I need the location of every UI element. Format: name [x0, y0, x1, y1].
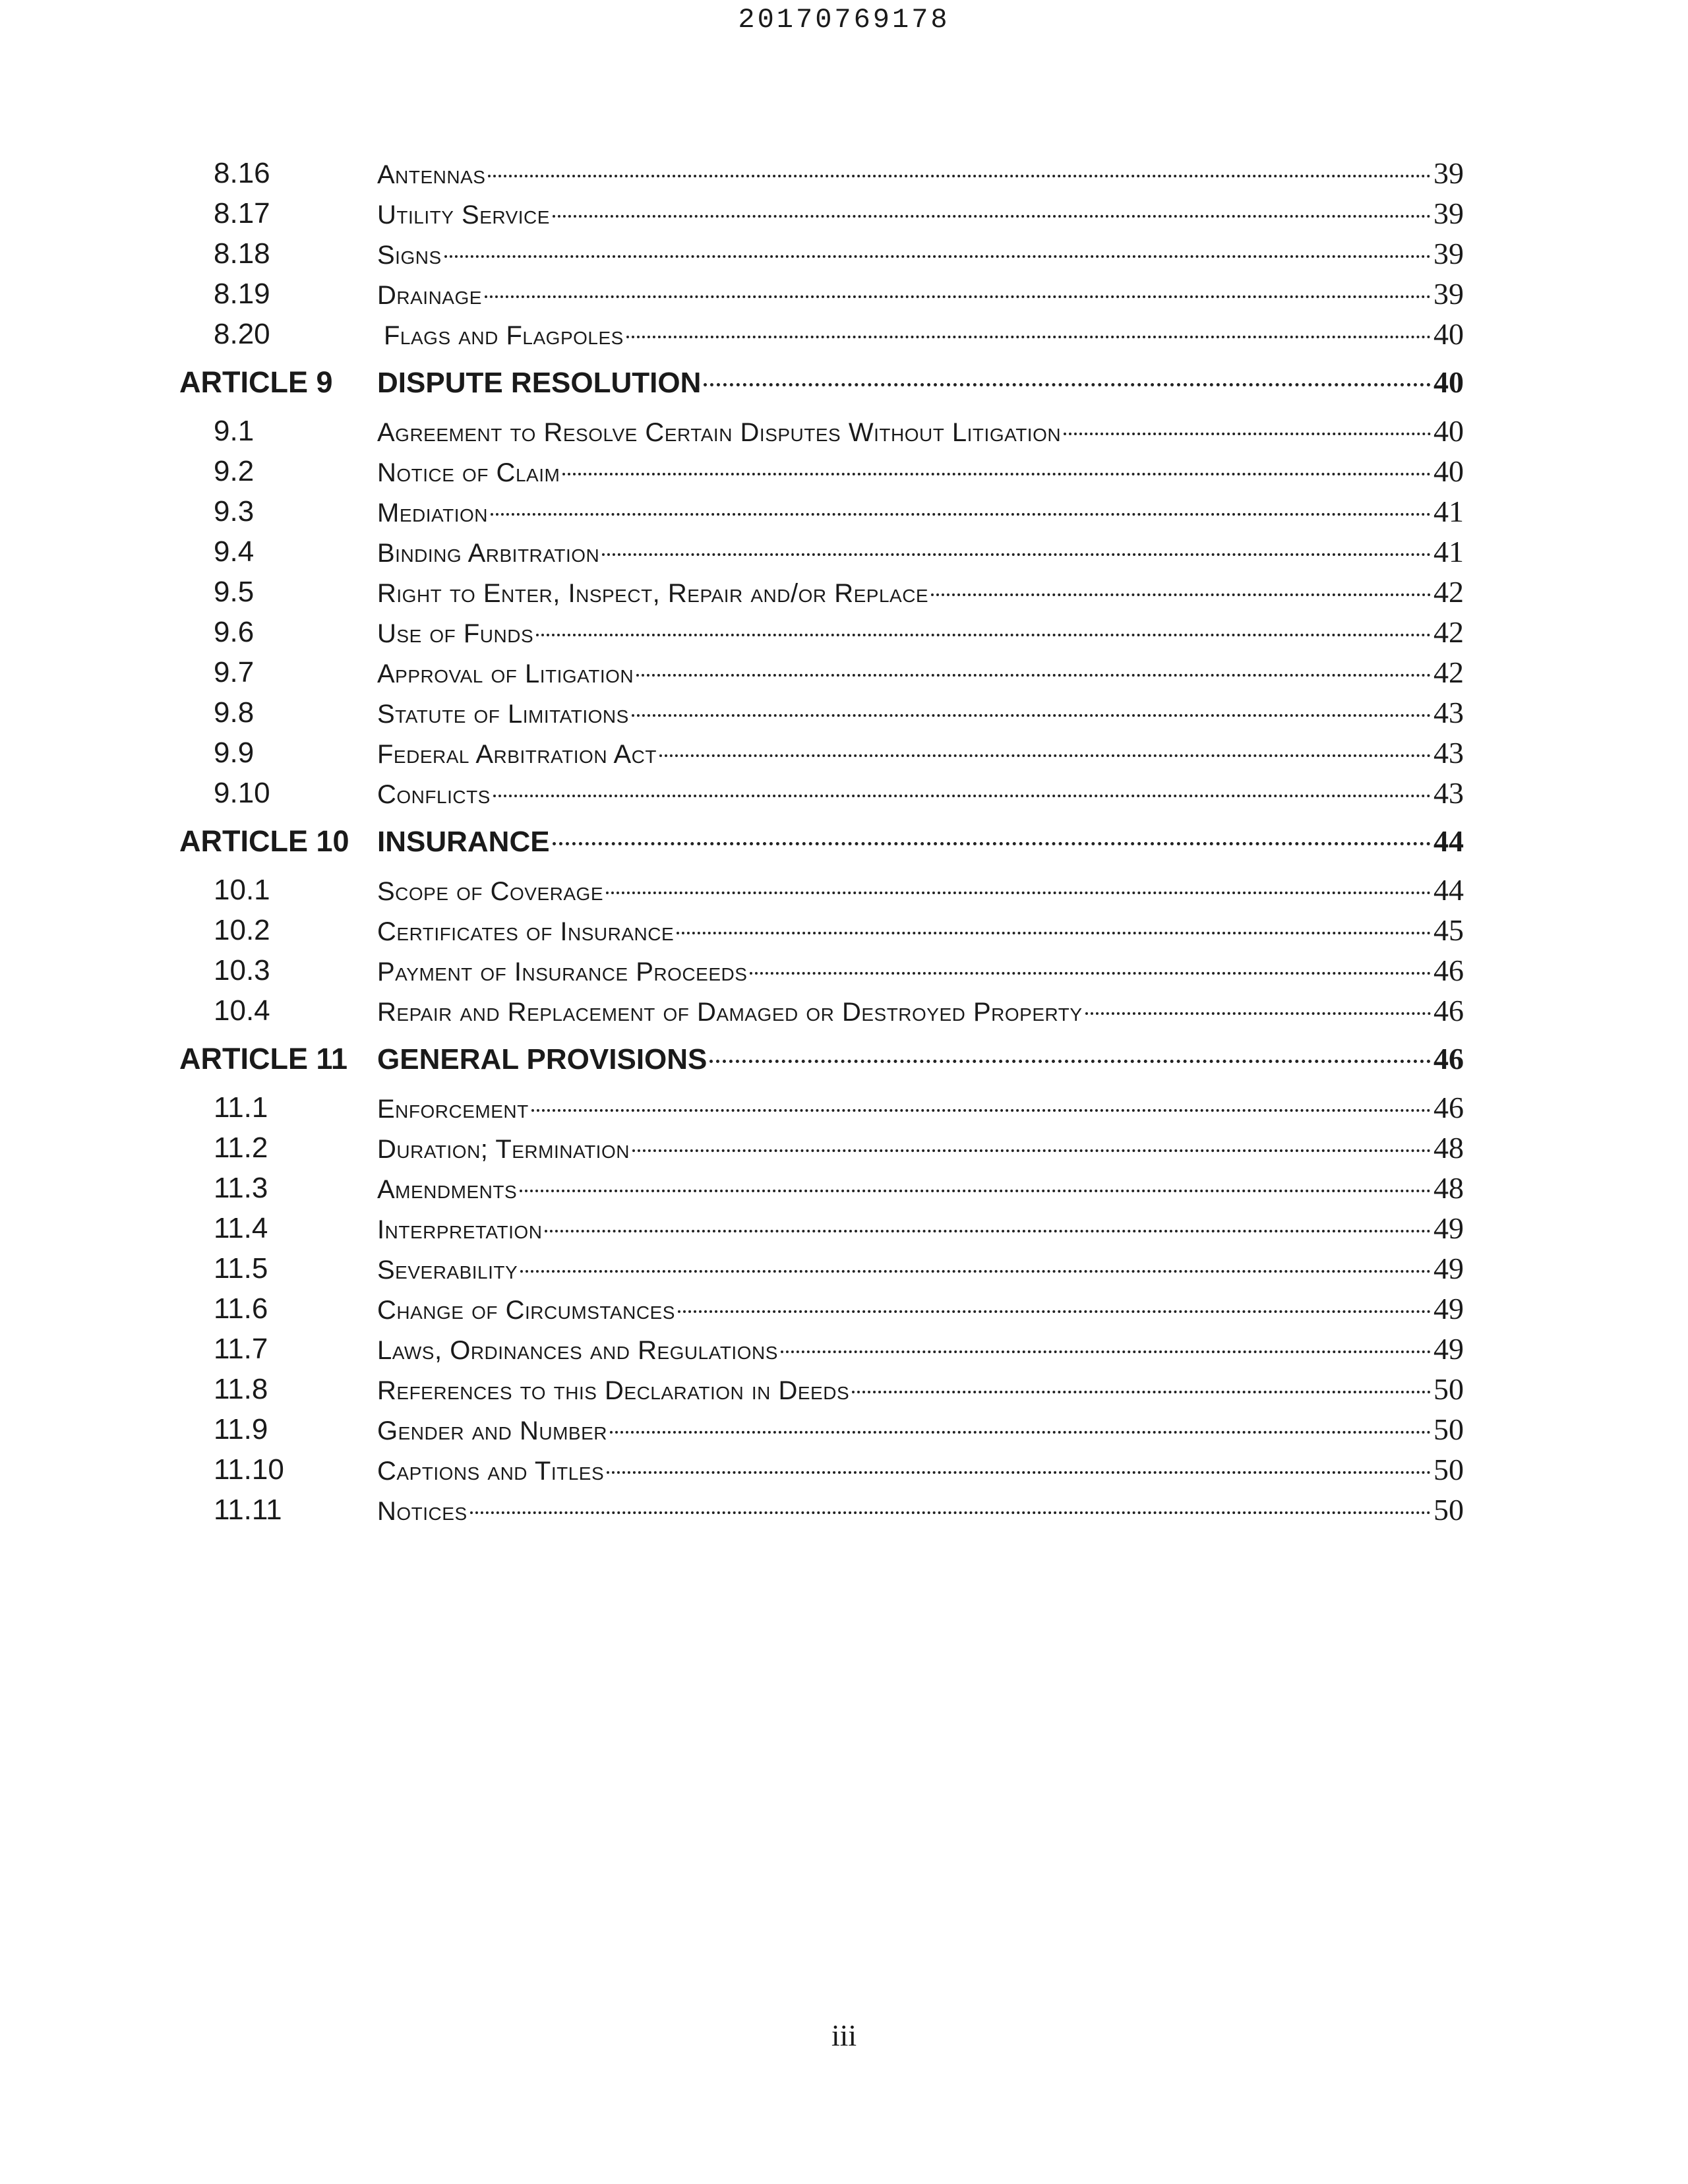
section-title: Antennas	[377, 160, 486, 189]
toc-section-row	[0, 733, 1688, 773]
toc-section-row	[0, 990, 1688, 1031]
dot-leader	[553, 842, 1431, 845]
page-reference: 46	[1433, 1042, 1464, 1076]
dot-leader	[485, 295, 1431, 298]
toc-entry	[377, 451, 1464, 493]
page-reference: 48	[1433, 1131, 1464, 1165]
toc-section-row	[0, 411, 1688, 451]
section-number: 10.2	[214, 914, 270, 946]
section-title: Approval of Litigation	[377, 659, 634, 688]
toc-entry	[377, 652, 1464, 694]
page-reference: 39	[1433, 277, 1464, 311]
toc-entry	[377, 813, 1464, 870]
page-reference: 46	[1433, 1091, 1464, 1124]
dot-leader	[488, 175, 1431, 177]
toc-entry	[377, 773, 1464, 815]
toc-entry	[377, 733, 1464, 775]
section-number: 9.9	[214, 737, 255, 769]
section-number: 11.10	[214, 1453, 284, 1486]
section-number: 11.1	[214, 1091, 268, 1124]
dot-leader	[545, 1230, 1431, 1232]
dot-leader	[444, 255, 1431, 258]
toc-entry	[377, 233, 1464, 276]
section-number: 10.3	[214, 954, 270, 986]
toc-entry	[377, 910, 1464, 952]
toc-section-row	[0, 1329, 1688, 1369]
toc-section-row	[0, 531, 1688, 572]
section-number: 9.3	[214, 495, 255, 528]
toc-entry	[377, 1490, 1464, 1532]
section-number: 11.2	[214, 1132, 268, 1164]
section-number: 8.18	[214, 237, 270, 270]
section-title: Certificates of Insurance	[377, 917, 675, 946]
page-reference: 48	[1433, 1171, 1464, 1205]
toc-section-row	[0, 491, 1688, 531]
dot-leader	[626, 336, 1431, 338]
section-title: Binding Arbitration	[377, 539, 600, 568]
toc-section-row	[0, 652, 1688, 692]
page-reference: 40	[1433, 317, 1464, 351]
dot-leader	[491, 513, 1431, 516]
dot-leader	[632, 714, 1431, 717]
page-reference: 41	[1433, 495, 1464, 528]
page-reference: 46	[1433, 954, 1464, 987]
dot-leader	[606, 892, 1431, 894]
toc-entry	[377, 354, 1464, 411]
toc-entry	[377, 1329, 1464, 1371]
dot-leader	[470, 1511, 1431, 1514]
toc-entry	[377, 1409, 1464, 1451]
section-number: 9.4	[214, 535, 255, 568]
page-reference: 44	[1433, 824, 1464, 858]
section-title: Laws, Ordinances and Regulations	[377, 1336, 778, 1365]
article-title: GENERAL PROVISIONS	[377, 1043, 708, 1076]
section-number: 8.17	[214, 197, 270, 229]
page-reference: 40	[1433, 365, 1464, 399]
page-reference: 39	[1433, 237, 1464, 270]
toc-section-row	[0, 1248, 1688, 1289]
toc-entry	[377, 1289, 1464, 1331]
section-title: Federal Arbitration Act	[377, 740, 657, 769]
section-number: 11.3	[214, 1172, 268, 1204]
page-reference: 39	[1433, 197, 1464, 230]
section-title: Drainage	[377, 281, 482, 310]
section-title: Scope of Coverage	[377, 877, 604, 906]
toc-section-row	[0, 1087, 1688, 1128]
dot-leader	[677, 932, 1431, 934]
page-reference: 50	[1433, 1372, 1464, 1406]
toc-section-row	[0, 1490, 1688, 1530]
toc-section-row	[0, 314, 1688, 354]
page-reference: 39	[1433, 156, 1464, 190]
section-number: 11.4	[214, 1212, 268, 1244]
section-number: 11.7	[214, 1333, 268, 1365]
page-reference: 49	[1433, 1292, 1464, 1325]
section-title: Statute of Limitations	[377, 700, 629, 729]
section-title: Utility Service	[377, 200, 550, 229]
section-number: 9.7	[214, 656, 255, 688]
section-number: 11.9	[214, 1413, 268, 1445]
section-number: 9.2	[214, 455, 255, 487]
page-number: iii	[831, 2018, 857, 2052]
toc-section-row	[0, 870, 1688, 910]
section-number: 11.6	[214, 1292, 268, 1325]
dot-leader	[659, 754, 1431, 757]
page-reference: 50	[1433, 1493, 1464, 1527]
toc-entry	[377, 1248, 1464, 1290]
toc-section-row	[0, 692, 1688, 733]
article-number: ARTICLE 9	[179, 365, 333, 399]
page-reference: 42	[1433, 615, 1464, 649]
section-title: Change of Circumstances	[377, 1296, 675, 1325]
dot-leader	[704, 383, 1431, 386]
toc-entry	[377, 692, 1464, 735]
toc-section-row	[0, 773, 1688, 813]
toc-section-row	[0, 1449, 1688, 1490]
section-title: Signs	[377, 241, 442, 270]
dot-leader	[602, 553, 1431, 556]
toc-entry	[377, 1168, 1464, 1210]
toc-entry	[377, 1031, 1464, 1088]
page-reference: 49	[1433, 1332, 1464, 1366]
section-title: Flags and Flagpoles	[384, 321, 624, 350]
section-number: 8.16	[214, 157, 270, 189]
toc-entry	[377, 274, 1464, 316]
dot-leader	[520, 1270, 1431, 1273]
dot-leader	[1064, 433, 1431, 435]
toc-section-row	[0, 950, 1688, 990]
toc-entry	[377, 1128, 1464, 1170]
toc-entry	[377, 950, 1464, 992]
toc-entry	[377, 612, 1464, 654]
toc-section-row	[0, 1168, 1688, 1208]
page-reference: 41	[1433, 535, 1464, 568]
page-reference: 42	[1433, 655, 1464, 689]
toc-entry	[377, 153, 1464, 195]
page-reference: 50	[1433, 1453, 1464, 1486]
toc-entry	[377, 1087, 1464, 1130]
section-title: Notices	[377, 1497, 467, 1526]
page-reference: 40	[1433, 454, 1464, 488]
section-title: Agreement to Resolve Certain Disputes Without Litigation	[377, 418, 1062, 447]
section-title: Captions and Titles	[377, 1457, 605, 1486]
dot-leader	[1085, 1012, 1431, 1015]
section-number: 8.20	[214, 318, 270, 350]
toc-entry	[377, 990, 1464, 1033]
section-number: 8.19	[214, 278, 270, 310]
section-title: References to this Declaration in Deeds	[377, 1376, 850, 1405]
toc-entry	[377, 1208, 1464, 1250]
section-number: 11.8	[214, 1373, 268, 1405]
toc-section-row	[0, 612, 1688, 652]
section-title: Amendments	[377, 1175, 518, 1204]
page-reference: 43	[1433, 776, 1464, 810]
toc-section-row	[0, 572, 1688, 612]
dot-leader	[607, 1471, 1431, 1474]
dot-leader	[520, 1190, 1431, 1192]
dot-leader	[709, 1060, 1431, 1063]
section-number: 9.5	[214, 576, 255, 608]
dot-leader	[562, 473, 1431, 475]
dot-leader	[531, 1109, 1431, 1112]
dot-leader	[553, 215, 1431, 218]
section-title: Right to Enter, Inspect, Repair and/or Replace	[377, 579, 929, 608]
section-title: Conflicts	[377, 780, 491, 809]
dot-leader	[610, 1431, 1431, 1434]
toc-section-row	[0, 1289, 1688, 1329]
document-number: 20170769178	[738, 4, 950, 36]
toc-entry	[377, 531, 1464, 574]
page-reference: 44	[1433, 873, 1464, 907]
toc-entry	[377, 193, 1464, 235]
toc-article-row	[0, 1031, 1688, 1087]
page-reference: 49	[1433, 1252, 1464, 1285]
section-title: Notice of Claim	[377, 458, 560, 487]
article-title: INSURANCE	[377, 826, 550, 858]
toc-section-row	[0, 193, 1688, 233]
section-number: 9.1	[214, 415, 255, 447]
toc-section-row	[0, 1208, 1688, 1248]
page-reference: 46	[1433, 994, 1464, 1027]
dot-leader	[750, 972, 1431, 975]
article-title: DISPUTE RESOLUTION	[377, 367, 702, 399]
toc-entry	[377, 314, 1464, 356]
toc-section-row	[0, 910, 1688, 950]
section-title: Mediation	[377, 499, 488, 528]
section-title: Severability	[377, 1256, 518, 1285]
page-reference: 40	[1433, 414, 1464, 448]
section-title: Use of Funds	[377, 619, 534, 648]
toc-section-row	[0, 1369, 1688, 1409]
toc-entry	[377, 572, 1464, 614]
toc-article-row	[0, 813, 1688, 870]
toc-section-row	[0, 1409, 1688, 1449]
dot-leader	[931, 593, 1431, 596]
toc-entry	[377, 411, 1464, 453]
page-reference: 50	[1433, 1412, 1464, 1446]
dot-leader	[632, 1149, 1431, 1152]
dot-leader	[678, 1310, 1431, 1313]
section-title: Enforcement	[377, 1095, 529, 1124]
toc-entry	[377, 870, 1464, 912]
page-reference: 43	[1433, 696, 1464, 729]
section-title: Payment of Insurance Proceeds	[377, 957, 748, 986]
table-of-contents	[0, 153, 1688, 1530]
toc-section-row	[0, 451, 1688, 491]
toc-section-row	[0, 233, 1688, 274]
page-reference: 49	[1433, 1211, 1464, 1245]
page-reference: 45	[1433, 913, 1464, 947]
section-title: Duration; Termination	[377, 1135, 630, 1164]
section-number: 9.10	[214, 777, 270, 809]
dot-leader	[636, 674, 1431, 677]
section-number: 10.1	[214, 874, 270, 906]
section-number: 9.8	[214, 696, 255, 729]
dot-leader	[852, 1391, 1431, 1393]
section-title: Interpretation	[377, 1215, 543, 1244]
section-number: 11.11	[214, 1494, 282, 1526]
section-number: 9.6	[214, 616, 255, 648]
article-number: ARTICLE 11	[179, 1042, 348, 1076]
toc-entry	[377, 491, 1464, 533]
dot-leader	[781, 1350, 1431, 1353]
page-reference: 43	[1433, 736, 1464, 770]
section-number: 11.5	[214, 1252, 268, 1285]
section-title: Gender and Number	[377, 1416, 607, 1445]
dot-leader	[493, 795, 1431, 797]
page-reference: 42	[1433, 575, 1464, 609]
toc-entry	[377, 1369, 1464, 1411]
dot-leader	[536, 634, 1431, 636]
article-number: ARTICLE 10	[179, 824, 349, 858]
toc-section-row	[0, 274, 1688, 314]
toc-section-row	[0, 1128, 1688, 1168]
section-number: 10.4	[214, 994, 270, 1027]
toc-entry	[377, 1449, 1464, 1492]
toc-section-row	[0, 153, 1688, 193]
toc-article-row	[0, 354, 1688, 411]
section-title: Repair and Replacement of Damaged or Destroyed Property	[377, 998, 1083, 1027]
